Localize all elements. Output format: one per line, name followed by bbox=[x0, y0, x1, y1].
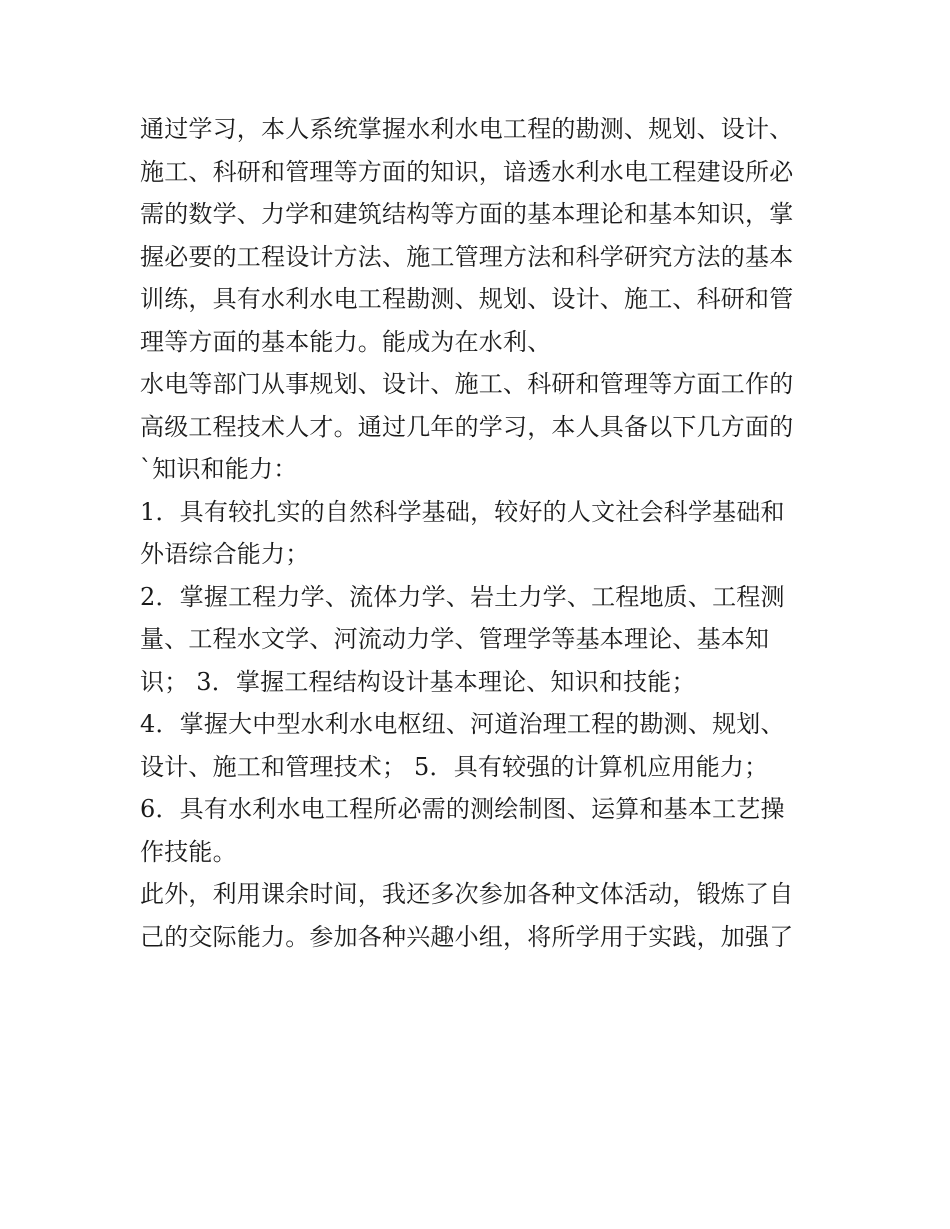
text-line: 握必要的工程设计方法、施工管理方法和科学研究方法的基本 bbox=[140, 242, 794, 271]
text-line: 4．掌握大中型水利水电枢纽、河道治理工程的勘测、规划、 bbox=[140, 710, 785, 738]
text-line: 量、工程水文学、河流动力学、管理学等基本理论、基本知 bbox=[140, 625, 770, 653]
text-line: 识； 3．掌握工程结构设计基本理论、知识和技能； bbox=[140, 667, 696, 696]
text-line: 1．具有较扎实的自然科学基础，较好的人文社会科学基础和 bbox=[140, 497, 785, 526]
text-line: 需的数学、力学和建筑结构等方面的基本理论和基本知识，掌 bbox=[140, 200, 794, 228]
text-line: 2．掌握工程力学、流体力学、岩土力学、工程地质、工程测 bbox=[140, 582, 785, 611]
body-text bbox=[140, 108, 830, 958]
text-line: `知识和能力： bbox=[140, 455, 298, 483]
text-line: 设计、施工和管理技术； 5．具有较强的计算机应用能力； bbox=[140, 752, 769, 781]
text-line: 作技能。 bbox=[140, 837, 237, 866]
text-line: 外语综合能力； bbox=[140, 540, 310, 568]
text-line: 训练，具有水利水电工程勘测、规划、设计、施工、科研和管 bbox=[140, 285, 794, 313]
text-line: 水电等部门从事规划、设计、施工、科研和管理等方面工作的 bbox=[140, 370, 794, 398]
text-line: 6．具有水利水电工程所必需的测绘制图、运算和基本工艺操 bbox=[140, 795, 785, 823]
text-line: 通过学习，本人系统掌握水利水电工程的勘测、规划、设计、 bbox=[140, 115, 794, 143]
text-line: 高级工程技术人才。通过几年的学习，本人具备以下几方面的 bbox=[140, 412, 794, 441]
text-line: 施工、科研和管理等方面的知识，谙透水利水电工程建设所必 bbox=[140, 157, 794, 186]
text-line: 理等方面的基本能力。能成为在水利、 bbox=[140, 327, 552, 356]
text-line: 己的交际能力。参加各种兴趣小组，将所学用于实践，加强了 bbox=[140, 922, 794, 951]
text-line: 此外，利用课余时间，我还多次参加各种文体活动，锻炼了自 bbox=[140, 880, 794, 908]
